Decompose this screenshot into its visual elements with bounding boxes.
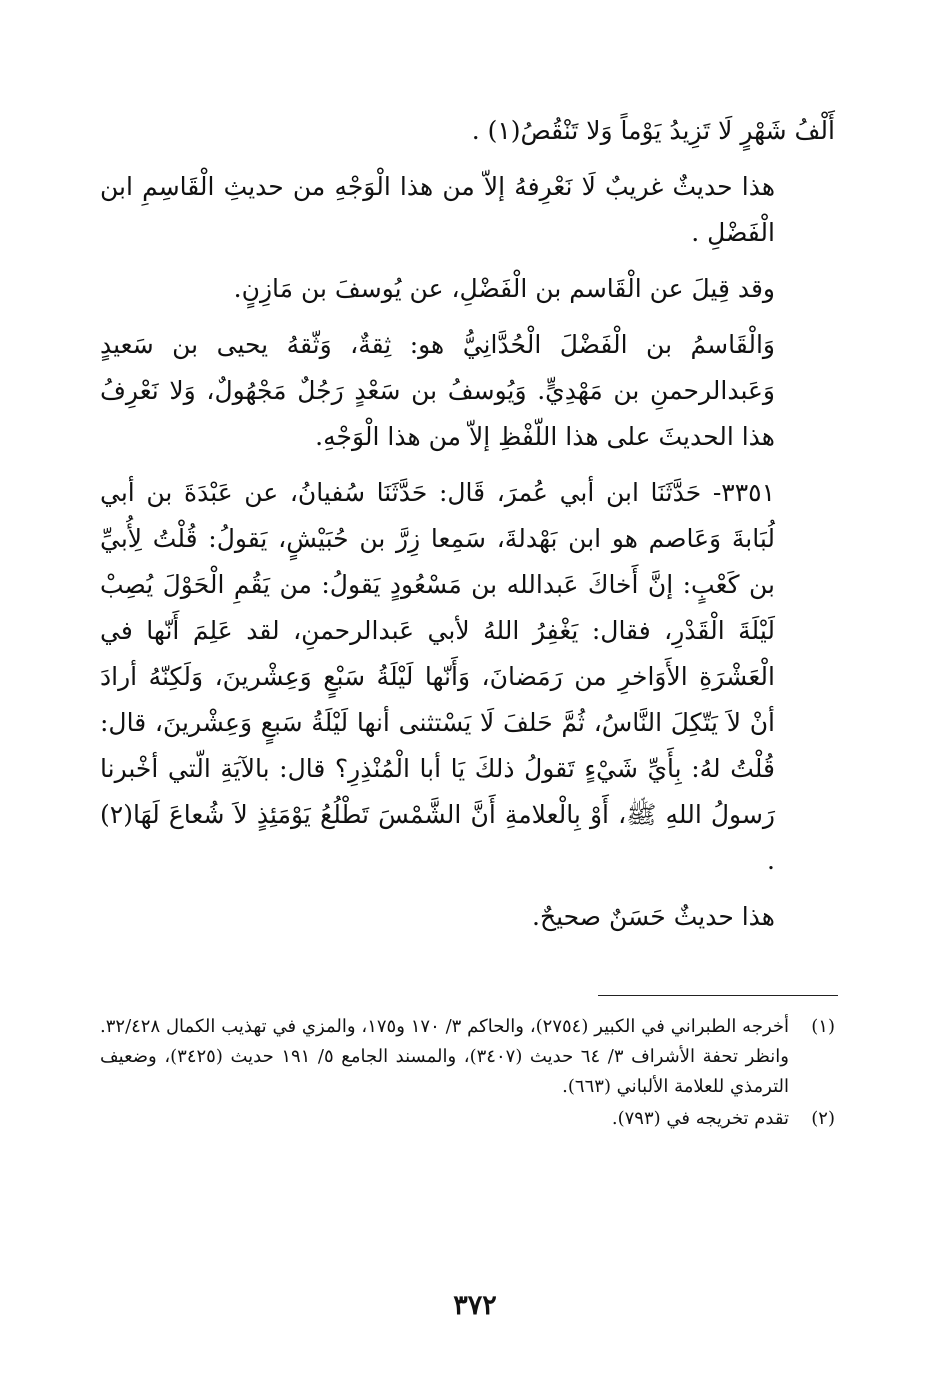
paragraph-hadith-3351: ٣٣٥١- حَدَّثَنَا ابن أبي عُمرَ، قَال: حَدَّثَنَا سُفيانُ، عن عَبْدَةَ بن أبي لُبَابةَ وَعَاصم هو ابن بَهْدلةَ، سَمِعا زِرَّ بن حُبَيْشٍ، يَقولُ: قُلْتُ لِأُبيِّ بن كَعْبٍ: إنَّ أَخاكَ عَبدالله بن مَسْعُودٍ يَقولُ: من يَقُمِ الْحَوْلَ يُصِبْ لَيْلَةَ الْقَدْرِ، فقال: يَغْفِرُ اللهُ لأبي عَبدالرحمنِ، لقد عَلِمَ أَنّها في الْعَشْرَةِ الأَوَاخرِ من رَمَضانَ، وَأَنّها لَيْلَةُ سَبْعٍ وَعِشْرينَ، وَلَكِنّهُ أرادَ أنْ لاَ يَتّكِلَ النَّاسُ، ثُمَّ حَلفَ لَا يَسْتثنى أنها لَيْلَةُ سَبعٍ وَعِشْرينَ، قال: قُلْتُ لهُ: بِأَيِّ شَيْءٍ تَقولُ ذلكَ يَا أبا الْمُنْذِرِ؟ قال: بالآيَةِ الّتي أخْبرنا رَسولُ اللهِ ﷺ، أَوْ بِالْعلامةِ أَنَّ الشَّمْسَ تَطْلُعُ يَوْمَئِذٍ لاَ شُعاعَ لَهَا(٢) .: [100, 478, 775, 875]
paragraph-verse-end: أَلْفُ شَهْرٍ لَا تَزِيدُ يَوْماً وَلا تَنْقُصُ(١) .: [471, 116, 835, 145]
page-number: ٣٧٢: [453, 1290, 497, 1321]
footnote-number: (٢): [811, 1108, 835, 1129]
footnote-text: تقدم تخريجه في (٧٩٣).: [611, 1108, 789, 1129]
paragraph-grading: هذا حديثٌ غريبٌ لَا نَعْرِفهُ إلاّ من هذا الْوَجْهِ من حديثِ الْقَاسِمِ ابن الْفَضْلِ .: [100, 172, 775, 247]
paragraph-alternate-chain: وقد قِيلَ عن الْقَاسم بن الْفَضْلِ، عن يُوسفَ بن مَازِنٍ.: [233, 274, 775, 303]
footnote-separator: [598, 995, 838, 996]
paragraph-narrator-notes: وَالْقَاسمُ بن الْفَضْلَ الْحُدَّانِيُّ هو: ثِقةٌ، وَثّقهُ يحيى بن سَعيدٍ وَعَبدالرحمنِ بن مَهْدِيٍّ. وَيُوسفُ بن سَعْدٍ رَجُلٌ مَجْهُولٌ، وَلا نَعْرِفُ هذا الحديثَ على هذا اللّفْظِ إلاّ من هذا الْوَجْهِ.: [100, 330, 775, 451]
footnote-2: [100, 1104, 835, 1134]
paragraph-hadith-grading: هذا حديثٌ حَسَنٌ صحيحٌ.: [532, 902, 775, 931]
footnote-1: [100, 1012, 835, 1102]
footnotes: [100, 1012, 835, 1136]
main-text: [100, 108, 835, 950]
footnote-number: (١): [811, 1016, 835, 1037]
footnote-text: أخرجه الطبراني في الكبير (٢٧٥٤)، والحاكم ٣/ ١٧٠ و١٧٥، والمزي في تهذيب الكمال ٣٢/٤٢٨. وانظر تحفة الأشراف ٣/ ٦٤ حديث (٣٤٠٧)، والمسند الجامع ٥/ ١٩١ حديث (٣٤٢٥)، وضعيف الترمذي للعلامة الألباني (٦٦٣).: [100, 1016, 790, 1097]
